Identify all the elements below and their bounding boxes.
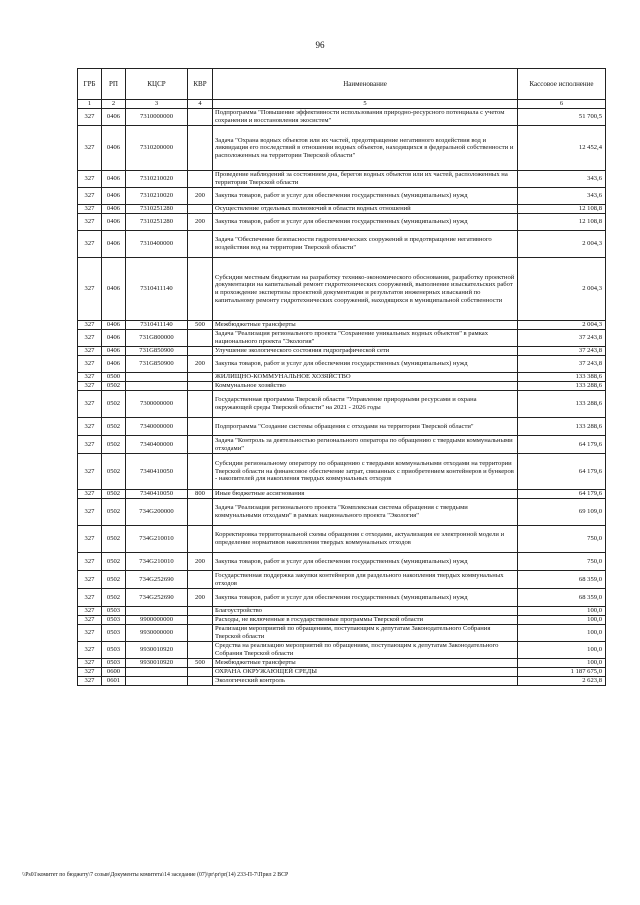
cell-rp: 0503: [102, 607, 126, 616]
cell-rp: 0406: [102, 330, 126, 347]
cell-kvr: [188, 258, 213, 321]
cell-name: Задача "Реализация регионального проекта "Сохранение уникальных водных объектов" в рамках национального проекта "Экология": [213, 330, 518, 347]
cell-kvr: [188, 126, 213, 171]
cell-grb: 327: [78, 490, 102, 499]
cell-name: Закупка товаров, работ и услуг для обеспечения государственных (муниципальных) нужд: [213, 553, 518, 571]
cell-kvr: [188, 616, 213, 625]
cell-grb: 327: [78, 188, 102, 205]
expenditure-table: [77, 68, 606, 686]
cell-name: Государственная поддержка закупки контейнеров для раздельного накопления твердых коммунальных отходов: [213, 571, 518, 589]
table-row: [78, 214, 606, 231]
table-row: [78, 454, 606, 490]
cell-amount: 37 243,8: [518, 347, 606, 356]
cell-rp: 0502: [102, 526, 126, 553]
cell-rp: 0406: [102, 171, 126, 188]
table-row: [78, 659, 606, 668]
cell-name: Субсидии региональному оператору по обращению с твердыми коммунальными отходами на территории Тверской области на финансовое обеспечение затрат, связанных с приобретением контейнеров и бункеров - накопителей для накопления твердых коммунальных отходов: [213, 454, 518, 490]
cell-amount: 133 288,6: [518, 418, 606, 436]
cell-rp: 0502: [102, 418, 126, 436]
cell-grb: 327: [78, 382, 102, 391]
cell-rp: 0502: [102, 391, 126, 418]
cell-name: Задача "Реализация регионального проекта "Комплексная система обращения с твердыми коммунальными отходами" в рамках национального проекта "Экология": [213, 499, 518, 526]
cell-grb: 327: [78, 625, 102, 642]
cell-kcsr: 7310411140: [126, 258, 188, 321]
cell-grb: 327: [78, 616, 102, 625]
cell-kvr: [188, 642, 213, 659]
cell-amount: 100,0: [518, 607, 606, 616]
cell-rp: 0502: [102, 553, 126, 571]
cell-amount: 2 004,3: [518, 321, 606, 330]
table-row: [78, 373, 606, 382]
cell-kcsr: 734G210010: [126, 526, 188, 553]
cell-rp: 0600: [102, 668, 126, 677]
cell-grb: 327: [78, 499, 102, 526]
cell-kcsr: 7300000000: [126, 391, 188, 418]
column-number: 4: [188, 100, 213, 109]
cell-kvr: 200: [188, 188, 213, 205]
cell-grb: 327: [78, 607, 102, 616]
table-row: [78, 382, 606, 391]
cell-name: Расходы, не включенные в государственные программы Тверской области: [213, 616, 518, 625]
cell-name: Реализация мероприятий по обращениям, поступающим к депутатам Законодательного Собрания Тверской области: [213, 625, 518, 642]
cell-rp: 0406: [102, 258, 126, 321]
cell-grb: 327: [78, 436, 102, 454]
cell-name: Межбюджетные трансферты: [213, 321, 518, 330]
cell-kvr: [188, 526, 213, 553]
cell-name: Подпрограмма "Повышение эффективности использования природно-ресурсного потенциала с учетом сохранения и восстановления экосистем": [213, 109, 518, 126]
table-row: [78, 490, 606, 499]
cell-grb: 327: [78, 109, 102, 126]
cell-grb: 327: [78, 126, 102, 171]
table-row: [78, 642, 606, 659]
cell-grb: 327: [78, 677, 102, 686]
cell-grb: 327: [78, 454, 102, 490]
cell-kcsr: 9930000000: [126, 625, 188, 642]
cell-grb: 327: [78, 373, 102, 382]
cell-name: Корректировка территориальной схемы обращения с отходами, актуализация ее электронной модели и определение нормативов накопления твердых коммунальных отходов: [213, 526, 518, 553]
cell-kvr: [188, 571, 213, 589]
cell-amount: 343,6: [518, 171, 606, 188]
cell-kcsr: 734G252690: [126, 589, 188, 607]
cell-rp: 0406: [102, 109, 126, 126]
cell-kvr: [188, 373, 213, 382]
cell-grb: 327: [78, 553, 102, 571]
cell-name: Осуществление отдельных полномочий в области водных отношений: [213, 205, 518, 214]
cell-kvr: [188, 231, 213, 258]
cell-kcsr: [126, 607, 188, 616]
cell-amount: 68 359,0: [518, 571, 606, 589]
table-row: [78, 499, 606, 526]
cell-kcsr: 731G850900: [126, 356, 188, 373]
cell-kvr: 500: [188, 659, 213, 668]
header-grb: ГРБ: [78, 69, 102, 100]
cell-kcsr: 734G200000: [126, 499, 188, 526]
cell-name: Подпрограмма "Создание системы обращения с отходами на территории Тверской области": [213, 418, 518, 436]
cell-kvr: [188, 391, 213, 418]
cell-kcsr: [126, 382, 188, 391]
table-row: [78, 436, 606, 454]
cell-kvr: [188, 109, 213, 126]
cell-rp: 0406: [102, 231, 126, 258]
cell-amount: 100,0: [518, 625, 606, 642]
table-row: [78, 625, 606, 642]
table-row: [78, 205, 606, 214]
cell-rp: 0502: [102, 571, 126, 589]
cell-name: ОХРАНА ОКРУЖАЮЩЕЙ СРЕДЫ: [213, 668, 518, 677]
cell-kcsr: 7340410050: [126, 490, 188, 499]
cell-rp: 0502: [102, 499, 126, 526]
cell-kcsr: 7310251280: [126, 214, 188, 231]
cell-rp: 0406: [102, 347, 126, 356]
cell-amount: 2 004,3: [518, 258, 606, 321]
cell-name: Государственная программа Тверской области "Управление природными ресурсами и охрана окружающей среды Тверской области" на 2021 - 2026 годы: [213, 391, 518, 418]
cell-amount: 133 388,6: [518, 373, 606, 382]
header-amount: Кассовое исполнение: [518, 69, 606, 100]
cell-name: Задача "Обеспечение безопасности гидротехнических сооружений и предотвращение негативного воздействия вод на территории Тверской области": [213, 231, 518, 258]
table-body: [78, 109, 606, 686]
cell-grb: 327: [78, 231, 102, 258]
table-row: [78, 616, 606, 625]
table-row: [78, 321, 606, 330]
cell-grb: 327: [78, 321, 102, 330]
cell-amount: 12 108,8: [518, 214, 606, 231]
cell-amount: 12 452,4: [518, 126, 606, 171]
footer-file-path: \\Ps01\комитет по бюджету\7 созыв\Документы комитета\14 заседание (07)\pr\pr\pr(14) 233-П-7\Прил 2 ВСР: [22, 872, 289, 878]
cell-rp: 0406: [102, 126, 126, 171]
table-row: [78, 607, 606, 616]
cell-kvr: 500: [188, 321, 213, 330]
cell-grb: 327: [78, 668, 102, 677]
cell-name: Субсидии местным бюджетам на разработку технико-экономического обоснования, разработку проектной документации на капитальный ремонт гидротехнических сооружений, выполнение изыскательских работ и прохождение экспертизы проектной документации и результатов инженерных изысканий по капитальному ремонту гидротехнических сооружений, находящихся в муниципальной собственности: [213, 258, 518, 321]
cell-kcsr: 7310411140: [126, 321, 188, 330]
cell-amount: 100,0: [518, 642, 606, 659]
cell-kcsr: 7310200000: [126, 126, 188, 171]
cell-grb: 327: [78, 526, 102, 553]
cell-kvr: 200: [188, 356, 213, 373]
cell-grb: 327: [78, 356, 102, 373]
cell-name: Закупка товаров, работ и услуг для обеспечения государственных (муниципальных) нужд: [213, 188, 518, 205]
header-rp: РП: [102, 69, 126, 100]
table-row: [78, 109, 606, 126]
table-row: [78, 231, 606, 258]
cell-amount: 100,0: [518, 659, 606, 668]
cell-name: Закупка товаров, работ и услуг для обеспечения государственных (муниципальных) нужд: [213, 356, 518, 373]
cell-name: Коммунальное хозяйство: [213, 382, 518, 391]
cell-grb: 327: [78, 347, 102, 356]
cell-kcsr: 7310251280: [126, 205, 188, 214]
page-number: 96: [315, 40, 325, 50]
table-header-row: [78, 69, 606, 100]
table-row: [78, 668, 606, 677]
cell-kcsr: 7310210020: [126, 171, 188, 188]
cell-amount: 133 288,6: [518, 391, 606, 418]
table-row: [78, 356, 606, 373]
cell-kvr: 200: [188, 589, 213, 607]
cell-grb: 327: [78, 659, 102, 668]
table-row: [78, 330, 606, 347]
cell-amount: 64 179,6: [518, 490, 606, 499]
cell-kcsr: 734G252690: [126, 571, 188, 589]
cell-rp: 0406: [102, 188, 126, 205]
cell-kvr: 200: [188, 214, 213, 231]
cell-kvr: [188, 625, 213, 642]
cell-amount: 69 109,0: [518, 499, 606, 526]
cell-kcsr: 731G850900: [126, 347, 188, 356]
cell-amount: 2 623,8: [518, 677, 606, 686]
table-row: [78, 258, 606, 321]
cell-kcsr: [126, 668, 188, 677]
column-number: 1: [78, 100, 102, 109]
cell-amount: 750,0: [518, 553, 606, 571]
table-row: [78, 526, 606, 553]
cell-amount: 37 243,8: [518, 356, 606, 373]
cell-kvr: [188, 499, 213, 526]
header-kcsr: КЦСР: [126, 69, 188, 100]
cell-name: Улучшение экологического состояния гидрографической сети: [213, 347, 518, 356]
header-name: Наименование: [213, 69, 518, 100]
cell-grb: 327: [78, 171, 102, 188]
cell-kvr: [188, 418, 213, 436]
cell-kcsr: 7310400000: [126, 231, 188, 258]
cell-grb: 327: [78, 589, 102, 607]
cell-grb: 327: [78, 330, 102, 347]
cell-name: Задача "Контроль за деятельностью регионального оператора по обращению с твердыми коммунальными отходами": [213, 436, 518, 454]
cell-kvr: [188, 607, 213, 616]
cell-rp: 0502: [102, 490, 126, 499]
cell-rp: 0601: [102, 677, 126, 686]
cell-grb: 327: [78, 258, 102, 321]
cell-kvr: [188, 668, 213, 677]
cell-kcsr: [126, 373, 188, 382]
cell-kcsr: 7340000000: [126, 418, 188, 436]
cell-kcsr: 731G800000: [126, 330, 188, 347]
cell-grb: 327: [78, 571, 102, 589]
column-number: 2: [102, 100, 126, 109]
cell-kvr: [188, 330, 213, 347]
cell-kvr: [188, 382, 213, 391]
cell-kvr: 800: [188, 490, 213, 499]
table-row: [78, 589, 606, 607]
cell-grb: 327: [78, 418, 102, 436]
cell-rp: 0406: [102, 321, 126, 330]
cell-name: Иные бюджетные ассигнования: [213, 490, 518, 499]
cell-amount: 68 359,0: [518, 589, 606, 607]
table-row: [78, 553, 606, 571]
cell-kvr: [188, 205, 213, 214]
cell-name: Закупка товаров, работ и услуг для обеспечения государственных (муниципальных) нужд: [213, 589, 518, 607]
table-row: [78, 347, 606, 356]
cell-kvr: [188, 171, 213, 188]
cell-rp: 0406: [102, 356, 126, 373]
cell-kcsr: 9900000000: [126, 616, 188, 625]
cell-grb: 327: [78, 214, 102, 231]
cell-amount: 51 700,5: [518, 109, 606, 126]
cell-name: Средства на реализацию мероприятий по обращениям, поступающим к депутатам Законодательного Собрания Тверской области: [213, 642, 518, 659]
column-number: 6: [518, 100, 606, 109]
column-number-row: [78, 100, 606, 109]
cell-rp: 0503: [102, 616, 126, 625]
cell-rp: 0503: [102, 642, 126, 659]
cell-name: Межбюджетные трансферты: [213, 659, 518, 668]
cell-kcsr: 7310210020: [126, 188, 188, 205]
cell-kcsr: 7340400000: [126, 436, 188, 454]
table-row: [78, 126, 606, 171]
column-number: 3: [126, 100, 188, 109]
cell-name: Задача "Охрана водных объектов или их частей, предотвращение негативного воздействия вод и ликвидация его последствий в отношении водных объектов, находящихся в федеральной собственности и расположенных на территории Тверской области": [213, 126, 518, 171]
cell-rp: 0502: [102, 436, 126, 454]
cell-rp: 0502: [102, 454, 126, 490]
cell-rp: 0503: [102, 659, 126, 668]
cell-kvr: [188, 347, 213, 356]
cell-amount: 64 179,6: [518, 454, 606, 490]
cell-name: ЖИЛИЩНО-КОММУНАЛЬНОЕ ХОЗЯЙСТВО: [213, 373, 518, 382]
cell-rp: 0406: [102, 205, 126, 214]
cell-grb: 327: [78, 642, 102, 659]
cell-kcsr: 9930010920: [126, 659, 188, 668]
table-row: [78, 677, 606, 686]
cell-amount: 2 004,3: [518, 231, 606, 258]
header-kvr: КВР: [188, 69, 213, 100]
cell-kcsr: 9930010920: [126, 642, 188, 659]
cell-amount: 133 288,6: [518, 382, 606, 391]
cell-rp: 0502: [102, 589, 126, 607]
cell-kcsr: 734G210010: [126, 553, 188, 571]
cell-kvr: [188, 436, 213, 454]
cell-amount: 100,0: [518, 616, 606, 625]
column-number: 5: [213, 100, 518, 109]
cell-kcsr: 7310000000: [126, 109, 188, 126]
cell-amount: 64 179,6: [518, 436, 606, 454]
cell-name: Благоустройство: [213, 607, 518, 616]
cell-rp: 0502: [102, 382, 126, 391]
cell-amount: 343,6: [518, 188, 606, 205]
table-row: [78, 391, 606, 418]
cell-kvr: 200: [188, 553, 213, 571]
table-row: [78, 418, 606, 436]
cell-amount: 1 187 675,0: [518, 668, 606, 677]
cell-grb: 327: [78, 391, 102, 418]
cell-kvr: [188, 454, 213, 490]
cell-amount: 12 108,8: [518, 205, 606, 214]
cell-kvr: [188, 677, 213, 686]
table-row: [78, 188, 606, 205]
cell-name: Проведение наблюдений за состоянием дна, берегов водных объектов или их частей, расположенных на территории Тверской области: [213, 171, 518, 188]
cell-rp: 0503: [102, 625, 126, 642]
cell-name: Закупка товаров, работ и услуг для обеспечения государственных (муниципальных) нужд: [213, 214, 518, 231]
cell-rp: 0500: [102, 373, 126, 382]
cell-rp: 0406: [102, 214, 126, 231]
cell-name: Экологический контроль: [213, 677, 518, 686]
table-row: [78, 171, 606, 188]
cell-kcsr: [126, 677, 188, 686]
table-row: [78, 571, 606, 589]
cell-amount: 37 243,8: [518, 330, 606, 347]
cell-amount: 750,0: [518, 526, 606, 553]
cell-kcsr: 7340410050: [126, 454, 188, 490]
cell-grb: 327: [78, 205, 102, 214]
